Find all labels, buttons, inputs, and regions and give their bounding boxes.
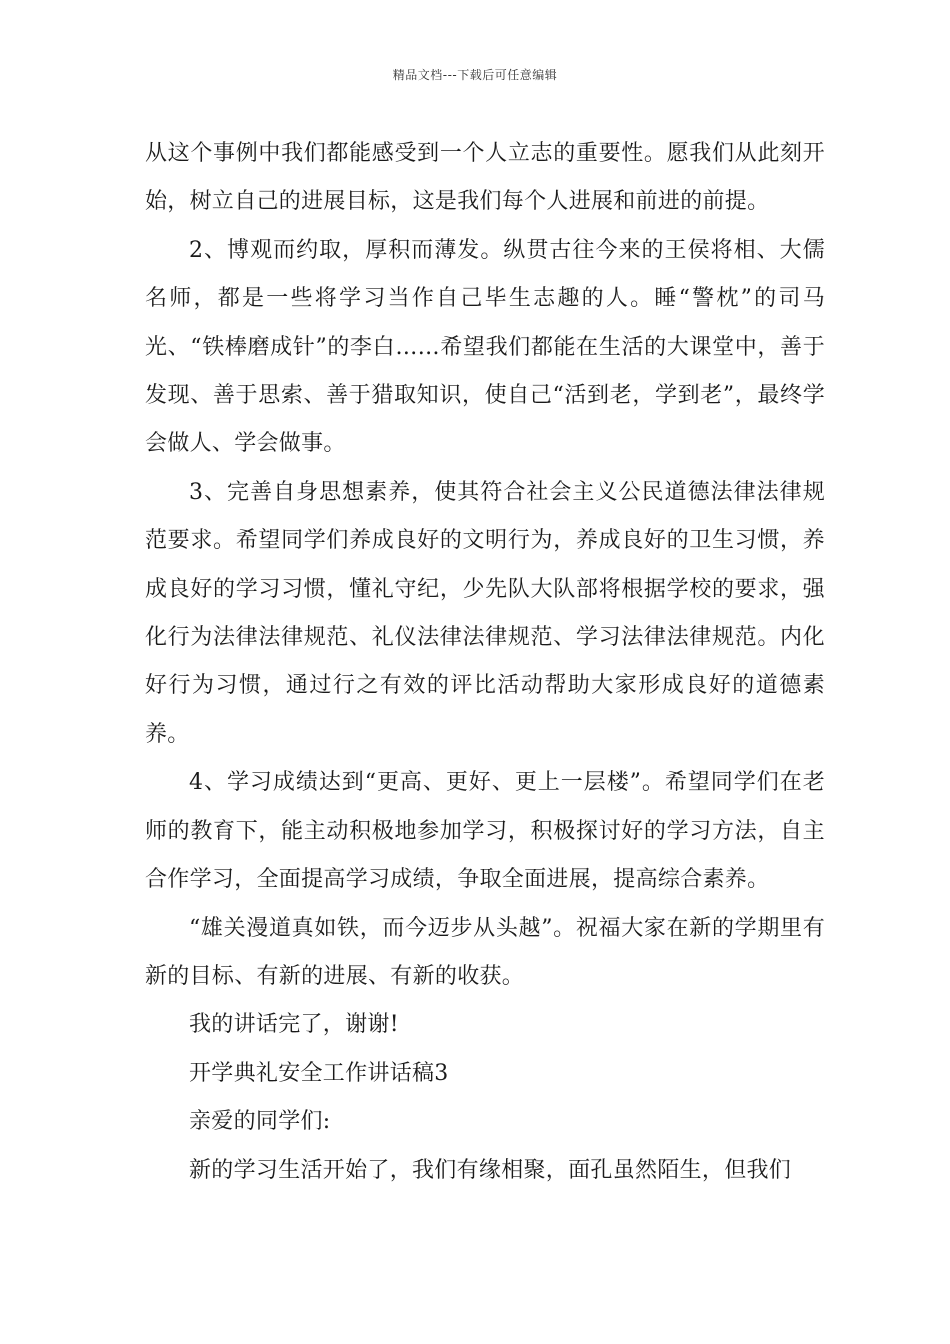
paragraph: 从这个事例中我们都能感受到一个人立志的重要性。愿我们从此刻开始，树立自己的进展目标，这是我们每个人进展和前进的前提。 <box>145 141 825 215</box>
paragraph: 3、完善自身思想素养，使其符合社会主义公民道德法律法律规范要求。希望同学们养成良好的文明行为，养成良好的卫生习惯，养成良好的学习习惯，懂礼守纪，少先队大队部将根据学校的要求，强化行为法律法律规范、礼仪法律法律规范、学习法律法律规范。内化好行为习惯，通过行之有效的评比活动帮助大家形成良好的道德素养。 <box>145 479 825 747</box>
page-header: 精品文档---下载后可任意编辑 <box>392 68 558 82</box>
document-body <box>145 130 825 1195</box>
closing-line: 我的讲话完了，谢谢! <box>189 1012 399 1038</box>
salutation: 亲爱的同学们: <box>189 1109 331 1135</box>
section-title: 开学典礼安全工作讲话稿3 <box>189 1060 449 1086</box>
paragraph: 4、学习成绩达到“更高、更好、更上一层楼”。希望同学们在老师的教育下，能主动积极地参加学习，积极探讨好的学习方法，自主合作学习，全面提高学习成绩，争取全面进展，提高综合素养。 <box>145 770 825 893</box>
paragraph: “雄关漫道真如铁，而今迈步从头越”。祝福大家在新的学期里有新的目标、有新的进展、有新的收获。 <box>145 915 825 989</box>
paragraph: 新的学习生活开始了，我们有缘相聚，面孔虽然陌生，但我们 <box>189 1157 792 1183</box>
paragraph: 2、博观而约取，厚积而薄发。纵贯古往今来的王侯将相、大儒名师，都是一些将学习当作自己毕生志趣的人。睡“警枕”的司马光、“铁棒磨成针”的李白……希望我们都能在生活的大课堂中，善于发现、善于思索、善于猎取知识，使自己“活到老，学到老”，最终学会做人、学会做事。 <box>145 237 825 457</box>
